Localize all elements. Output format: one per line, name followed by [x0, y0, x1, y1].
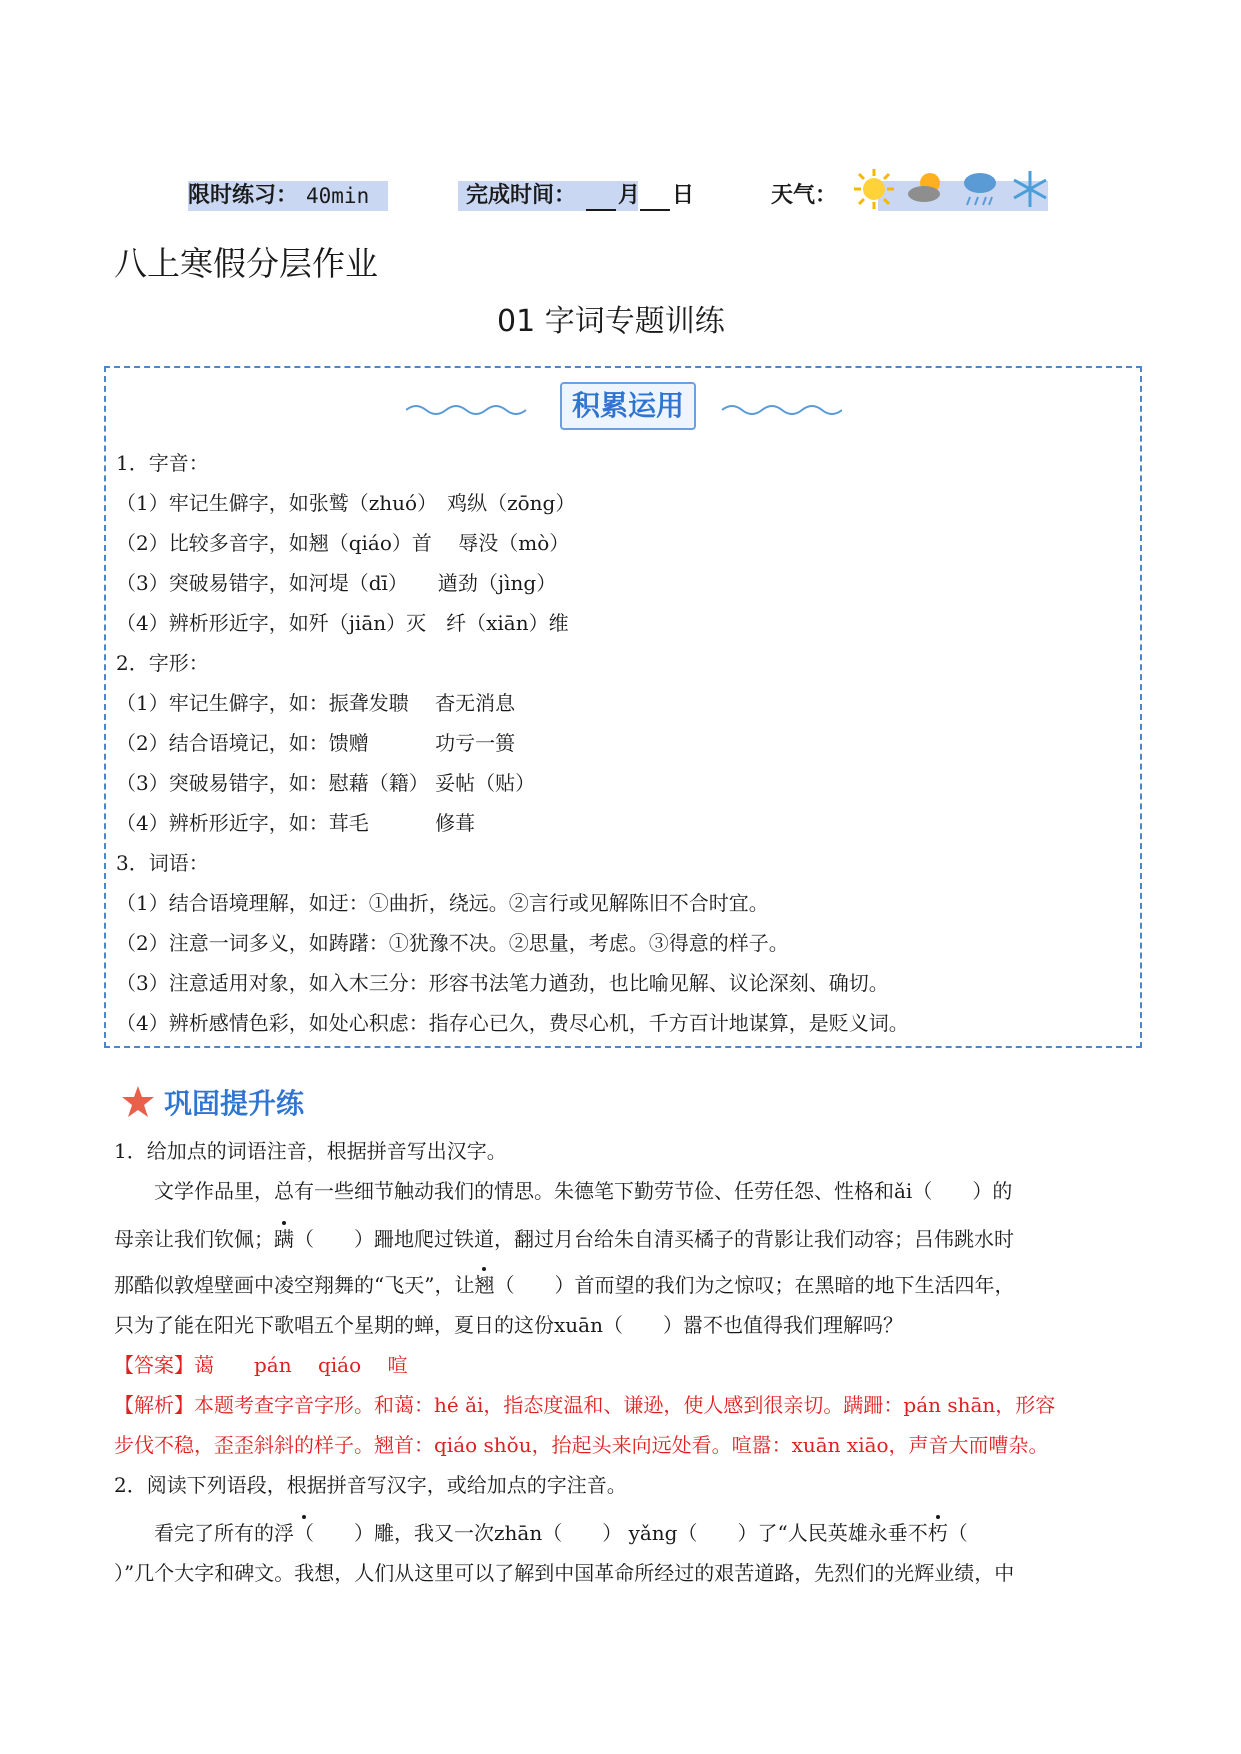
- knowledge-line: （2）注意一词多义，如踌躇：①犹豫不决。②思量，考虑。③得意的样子。: [116, 931, 789, 955]
- question-2-text: 看完了所有的浮（ ）雕，我又一次zhān（ ） yǎng（ ）了“人民英雄永垂不朽（: [114, 1521, 968, 1545]
- question-2-stem: 2．阅读下列语段，根据拼音写汉字，或给加点的字注音。: [114, 1473, 627, 1497]
- sub-title: 01 字词专题训练: [497, 304, 725, 339]
- time-value: 40min: [306, 184, 370, 208]
- question-1-text: 那酷似敦煌壁画中凌空翔舞的“飞天”，让翘（ ）首而望的我们为之惊叹；在黑暗的地下生活四年，: [114, 1273, 1015, 1297]
- day-label: 日: [672, 183, 695, 208]
- question-1-stem: 1．给加点的词语注音，根据拼音写出汉字。: [114, 1139, 507, 1163]
- knowledge-line: （4）辨析感情色彩，如处心积虑：指存心已久，费尽心机，千方百计地谋算，是贬义词。: [116, 1011, 909, 1035]
- knowledge-line: （1）牢记生僻字，如：振聋发聩 杳无消息: [116, 691, 516, 715]
- knowledge-line: （4）辨析形近字，如：茸毛 修葺: [116, 811, 476, 835]
- knowledge-line: （1）牢记生僻字，如张鹫（zhuó） 鸡纵（zōng）: [116, 491, 576, 515]
- snowflake-icon: [1008, 167, 1052, 211]
- knowledge-line: （3）注意适用对象，如入木三分：形容书法笔力遒劲，也比喻见解、议论深刻、确切。: [116, 971, 889, 995]
- time-label: 限时练习：: [188, 183, 299, 208]
- finish-label: 完成时间：: [466, 183, 577, 208]
- question-1-analysis: 步伐不稳，歪歪斜斜的样子。翘首：qiáo shǒu，抬起头来向远处看。喧嚣：xuān xiāo，声音大而嘈杂。: [114, 1433, 1049, 1457]
- sun-icon: [852, 167, 896, 211]
- weather-label: 天气：: [771, 183, 838, 208]
- header-bar: [188, 181, 1058, 211]
- knowledge-line: 3．词语：: [116, 851, 209, 875]
- consolidation-title-text: 巩固提升练: [164, 1087, 305, 1120]
- star-icon: [120, 1084, 156, 1120]
- question-2-text: ）”几个大字和碑文。我想，人们从这里可以了解到中国革命所经过的艰苦道路，先烈们的光辉业绩，中: [114, 1561, 1015, 1585]
- knowledge-line: （2）比较多音字，如翘（qiáo）首 辱没（mò）: [116, 531, 570, 555]
- question-1-text: 只为了能在阳光下歌唱五个星期的蝉，夏日的这份xuān（ ）嚣不也值得我们理解吗？: [114, 1313, 903, 1337]
- knowledge-line: 1．字音：: [116, 451, 209, 475]
- knowledge-line: （1）结合语境理解，如迂：①曲折，绕远。②言行或见解陈旧不合时宜。: [116, 891, 769, 915]
- month-label: 月: [618, 183, 641, 208]
- consolidation-title: [120, 1082, 360, 1122]
- knowledge-line: （3）突破易错字，如河堤（dī） 遒劲（jìng）: [116, 571, 557, 595]
- cloudy-sun-icon: [904, 167, 948, 211]
- question-1-answer: 【答案】蔼 pán qiáo 喧: [114, 1353, 408, 1377]
- accumulation-box: [104, 366, 1142, 1048]
- knowledge-line: 2．字形：: [116, 651, 209, 675]
- accumulation-badge: 积累运用: [560, 382, 696, 430]
- doc-title: 八上寒假分层作业: [114, 244, 378, 283]
- knowledge-line: （2）结合语境记，如：馈赠 功亏一篑: [116, 731, 516, 755]
- knowledge-line: （3）突破易错字，如：慰藉（籍） 妥帖（贴）: [116, 771, 536, 795]
- question-1-text: 母亲让我们钦佩；蹒（ ）跚地爬过铁道，翻过月台给朱自清买橘子的背影让我们动容；吕伟跳水时: [114, 1227, 1014, 1251]
- date-fields: [586, 181, 694, 211]
- knowledge-line: （4）辨析形近字，如歼（jiān）灭 纤（xiān）维: [116, 611, 569, 635]
- question-1-text: 文学作品里，总有一些细节触动我们的情思。朱德笔下勤劳节俭、任劳任怨、性格和ǎi（ ）的: [114, 1179, 1013, 1203]
- rain-cloud-icon: [958, 167, 1002, 211]
- question-1-analysis: 【解析】本题考查字音字形。和蔼：hé ǎi，指态度温和、谦逊，使人感到很亲切。蹒跚：pán shān，形容: [114, 1393, 1056, 1417]
